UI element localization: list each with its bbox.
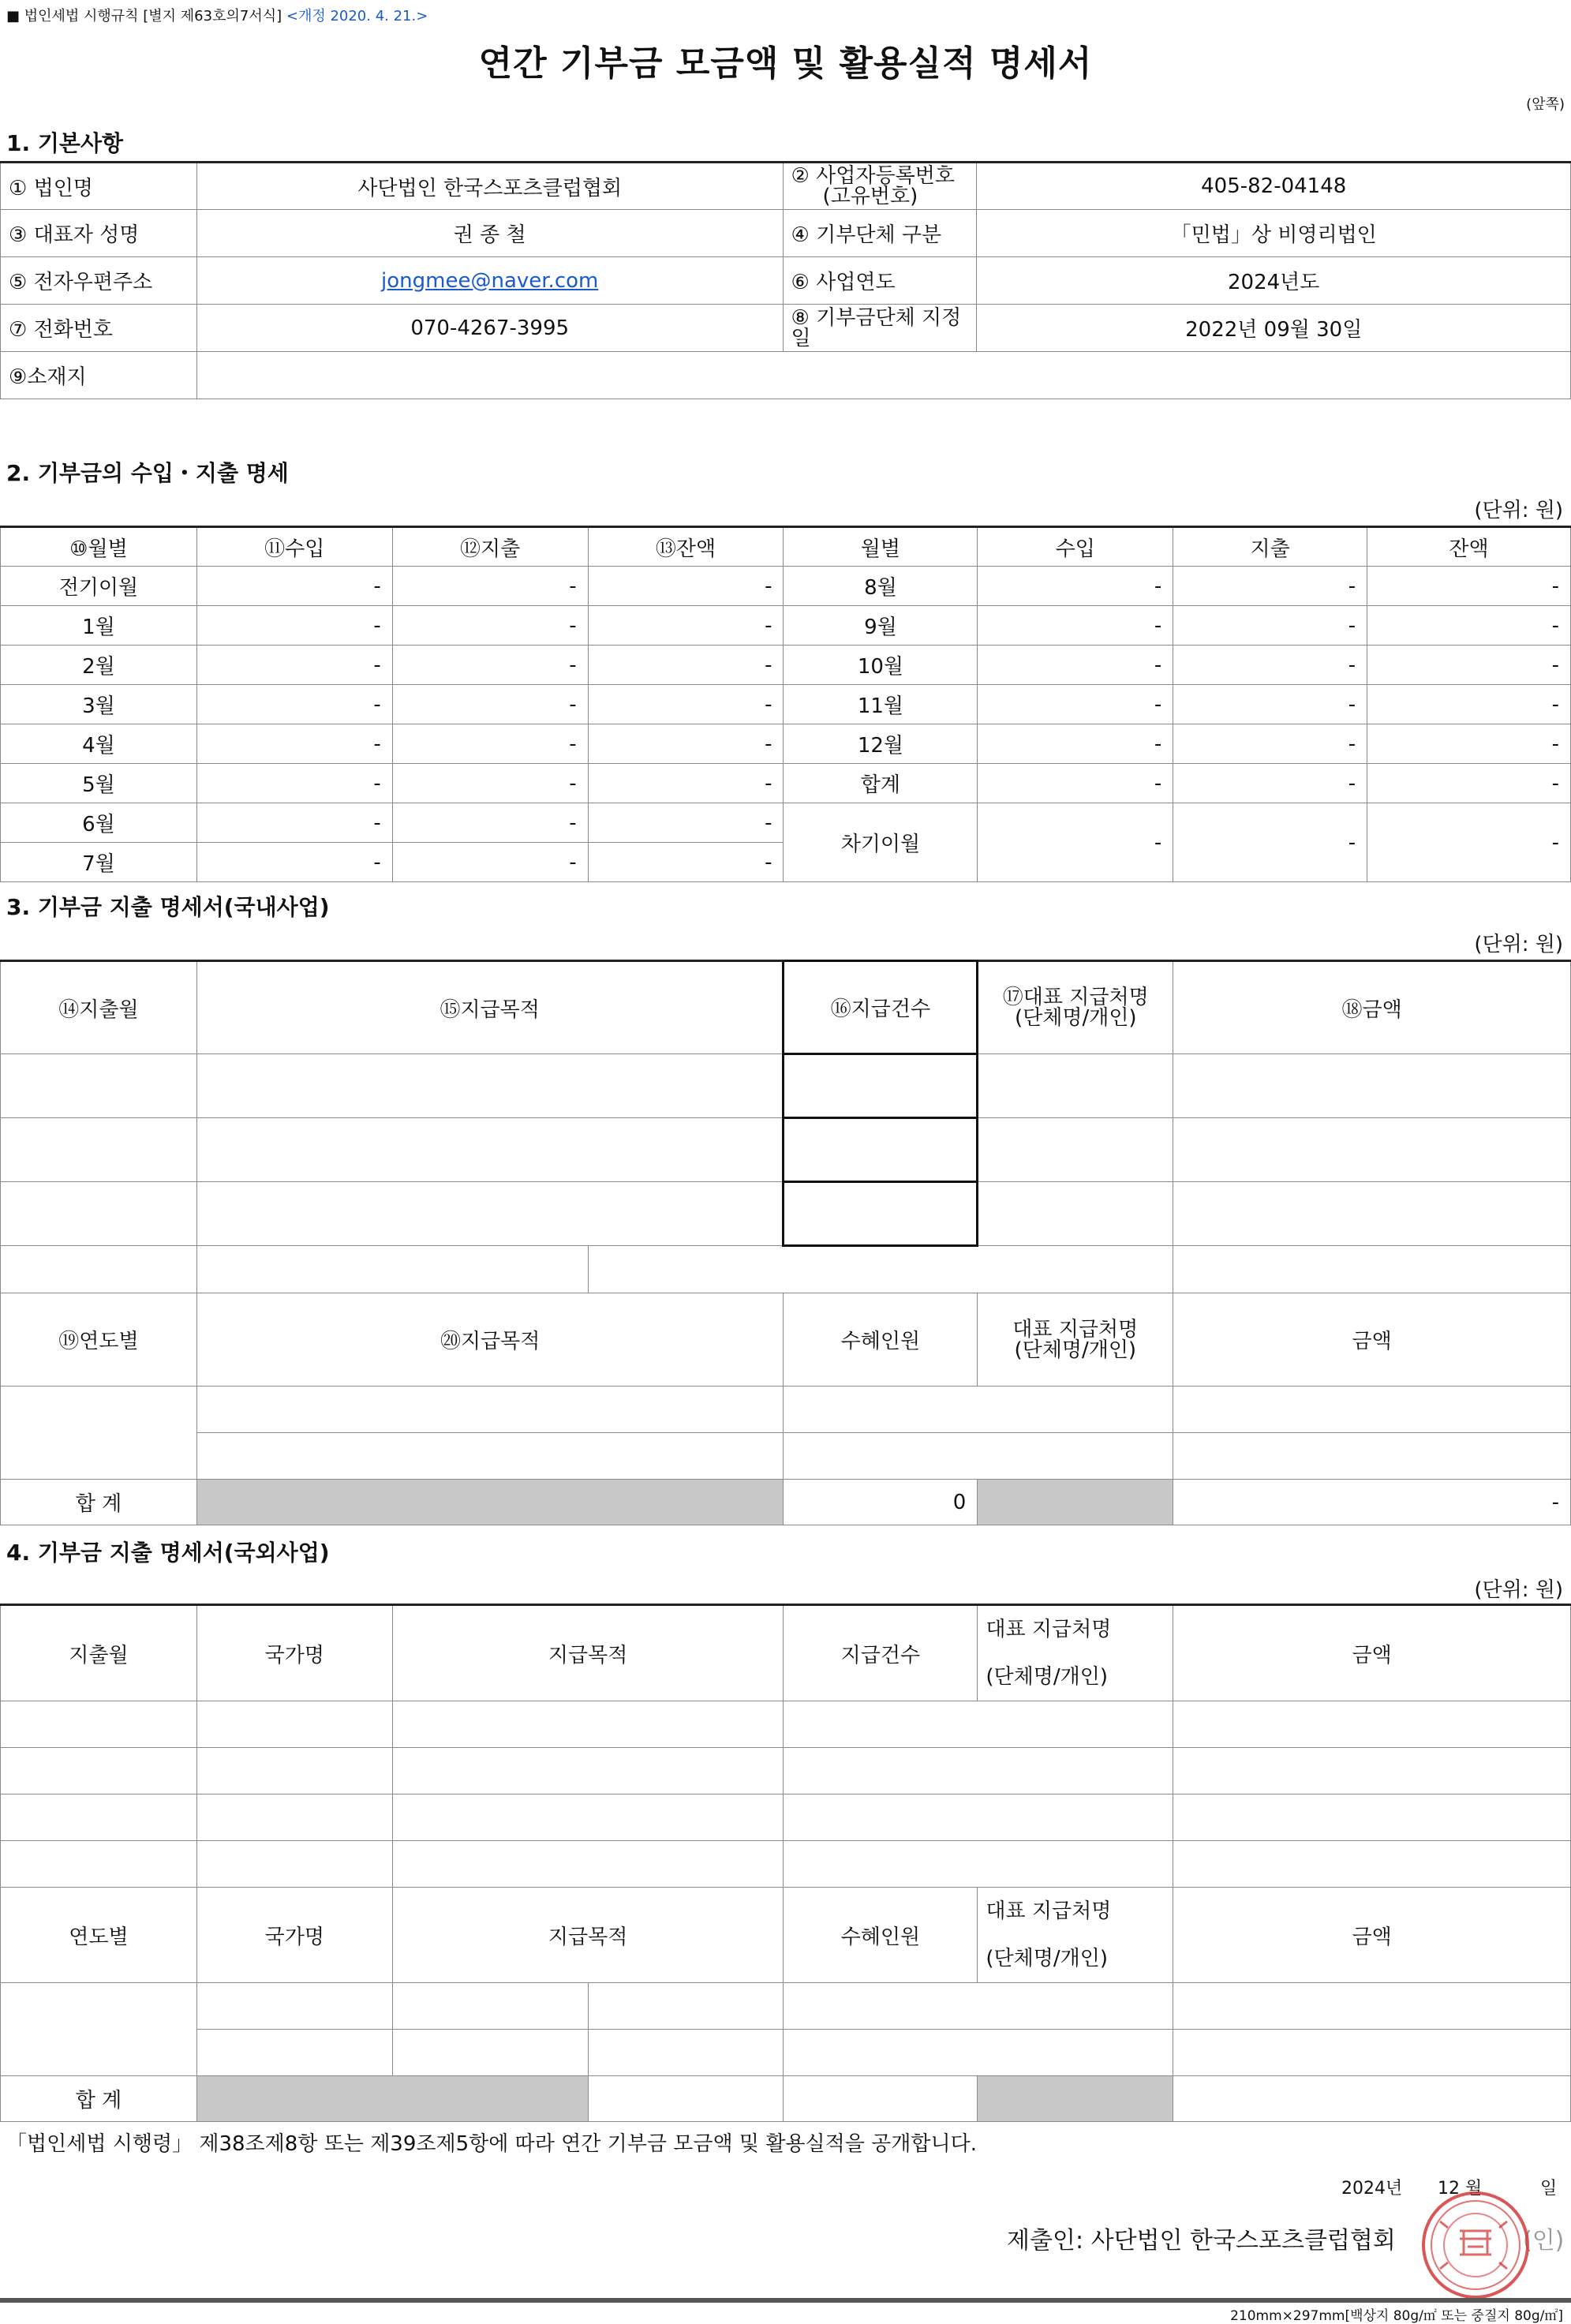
ie-header: ⑬잔액	[588, 527, 784, 567]
value-fiscal-year: 2024년도	[977, 257, 1571, 305]
ie-balance: -	[588, 843, 784, 882]
ie-income: -	[978, 646, 1173, 685]
date-year: 2024년	[1341, 2179, 1403, 2199]
dom-cell	[1, 1387, 197, 1480]
label-fiscal-year: ⑥ 사업연도	[783, 257, 977, 305]
ovs-cell	[588, 1983, 784, 2030]
ie-expense: -	[392, 685, 588, 724]
value-designation: 2022년 09월 30일	[977, 305, 1571, 352]
ovs-cell	[1173, 2030, 1571, 2076]
section4-heading: 4. 기부금 지출 명세서(국외사업)	[6, 1540, 330, 1566]
ie-income: -	[978, 685, 1173, 724]
ovs-cell	[588, 2076, 784, 2122]
section1-heading: 1. 기본사항	[6, 130, 124, 156]
ie-expense: -	[392, 803, 588, 843]
dom-total-count: 0	[784, 1480, 978, 1525]
date-day: 일	[1540, 2179, 1558, 2199]
ovs-cell	[1173, 1841, 1571, 1888]
ie-header: ⑪수입	[196, 527, 392, 567]
ie-income: -	[196, 606, 392, 646]
ovs-cell	[392, 1701, 784, 1748]
ie-expense: -	[392, 606, 588, 646]
ie-header: ⑩월별	[1, 527, 197, 567]
ie-expense: -	[392, 843, 588, 882]
dom-cell	[978, 1054, 1173, 1118]
ovs-h-amount: 금액	[1173, 1605, 1571, 1701]
domestic-expense-table	[0, 960, 1571, 1525]
value-address	[196, 352, 1570, 399]
table-row	[1, 1387, 1571, 1433]
table-row	[1, 606, 1571, 646]
ie-month: 8월	[784, 567, 978, 606]
ie-income: -	[196, 724, 392, 764]
table-row	[1, 1794, 1571, 1841]
ie-income: -	[196, 567, 392, 606]
ovs-h-month: 지출월	[1, 1605, 197, 1701]
dom-cell	[784, 1182, 978, 1246]
ovs-cell	[1, 1983, 197, 2076]
dom-cell	[978, 1182, 1173, 1246]
ovs-h-amount2: 금액	[1173, 1888, 1571, 1983]
ovs-cell	[1173, 1748, 1571, 1794]
dom-cell	[196, 1246, 588, 1293]
ovs-cell	[1173, 2076, 1571, 2122]
section3-unit: (단위: 원)	[1474, 933, 1563, 956]
table-row	[1, 685, 1571, 724]
ovs-cell	[196, 1748, 392, 1794]
seal-suffix: (인)	[1523, 2227, 1565, 2255]
section3-heading: 3. 기부금 지출 명세서(국내사업)	[6, 894, 330, 920]
ie-month: 10월	[784, 646, 978, 685]
dom-cell	[196, 1182, 784, 1246]
label-biz-no: ② 사업자등록번호 (고유번호)	[783, 163, 977, 210]
table-row	[1, 1054, 1571, 1118]
ie-expense: -	[1173, 803, 1367, 882]
submitter: 제출인: 사단법인 한국스포츠클럽협회	[1007, 2227, 1396, 2255]
ie-income: -	[978, 724, 1173, 764]
ie-month: 합계	[784, 764, 978, 803]
label-corp-name: ① 법인명	[1, 163, 197, 210]
dom-h-amount: ⑱금액	[1173, 961, 1571, 1054]
dom-total-shaded	[196, 1480, 784, 1525]
dom-cell	[784, 1054, 978, 1118]
dom-total-amount: -	[1173, 1480, 1571, 1525]
ie-month: 6월	[1, 803, 197, 843]
ie-expense: -	[1173, 606, 1367, 646]
ie-balance: -	[1367, 567, 1571, 606]
ie-balance: -	[588, 803, 784, 843]
ovs-cell	[1173, 1701, 1571, 1748]
section4-unit: (단위: 원)	[1474, 1578, 1563, 1602]
ovs-total-shaded	[978, 2076, 1173, 2122]
ovs-total-label: 합 계	[1, 2076, 197, 2122]
ovs-cell	[784, 1701, 1173, 1748]
label-address: ⑨소재지	[1, 352, 197, 399]
value-corp-name: 사단법인 한국스포츠클럽협회	[196, 163, 783, 210]
ovs-cell	[196, 1701, 392, 1748]
ie-month: 2월	[1, 646, 197, 685]
dom-h-beneficiaries: 수혜인원	[784, 1293, 978, 1387]
ie-balance: -	[588, 685, 784, 724]
ie-month: 12월	[784, 724, 978, 764]
ie-header: 월별	[784, 527, 978, 567]
dom-total-label: 합 계	[1, 1480, 197, 1525]
dom-cell	[1173, 1054, 1571, 1118]
ie-expense: -	[392, 764, 588, 803]
ovs-cell	[392, 1841, 784, 1888]
table-row	[1, 2030, 1571, 2076]
ovs-cell	[588, 2030, 784, 2076]
ie-header: 잔액	[1367, 527, 1571, 567]
ovs-cell	[784, 1841, 1173, 1888]
ie-income: -	[978, 764, 1173, 803]
label-rep: ③ 대표자 성명	[1, 210, 197, 257]
ovs-cell	[1, 1841, 197, 1888]
ie-month: 11월	[784, 685, 978, 724]
ie-month: 전기이월	[1, 567, 197, 606]
table-row	[1, 1182, 1571, 1246]
front-marker: (앞쪽)	[1526, 96, 1565, 113]
table-row	[1, 1433, 1571, 1480]
ie-income: -	[196, 843, 392, 882]
dom-cell	[196, 1433, 784, 1480]
table-row	[1, 1118, 1571, 1182]
ie-header-row	[1, 527, 1571, 567]
ovs-cell	[784, 2030, 1173, 2076]
ie-month: 4월	[1, 724, 197, 764]
ovs-cell	[196, 2030, 392, 2076]
dom-cell	[784, 1118, 978, 1182]
ovs-h-count: 지급건수	[784, 1605, 978, 1701]
ovs-cell	[1173, 1794, 1571, 1841]
bottom-rule	[0, 2298, 1571, 2303]
legal-statement: 「법인세법 시행령」 제38조제8항 또는 제39조제5항에 따라 연간 기부금 모금액 및 활용실적을 공개합니다.	[6, 2132, 977, 2156]
dom-total-shaded	[978, 1480, 1173, 1525]
section2-unit: (단위: 원)	[1474, 499, 1563, 522]
ie-income: -	[196, 685, 392, 724]
ovs-cell	[392, 1794, 784, 1841]
value-rep: 권 종 철	[196, 210, 783, 257]
value-biz-no: 405-82-04148	[977, 163, 1571, 210]
dom-cell	[1, 1054, 197, 1118]
ie-balance: -	[588, 567, 784, 606]
value-email-cell	[196, 257, 783, 305]
ie-balance: -	[1367, 764, 1571, 803]
ie-month: 1월	[1, 606, 197, 646]
dom-cell	[588, 1246, 1173, 1293]
ie-expense: -	[392, 646, 588, 685]
ie-income: -	[196, 764, 392, 803]
dom-cell	[1, 1182, 197, 1246]
table-row	[1, 1748, 1571, 1794]
date-month: 12 월	[1438, 2179, 1483, 2199]
ovs-cell	[784, 1794, 1173, 1841]
ovs-h-purpose2: 지급목적	[392, 1888, 784, 1983]
ie-balance: -	[588, 724, 784, 764]
ie-balance: -	[1367, 685, 1571, 724]
page-title: 연간 기부금 모금액 및 활용실적 명세서	[478, 43, 1093, 84]
dom-cell	[784, 1387, 1173, 1433]
ie-expense: -	[1173, 724, 1367, 764]
dom-cell	[978, 1118, 1173, 1182]
ie-balance: -	[1367, 606, 1571, 646]
ie-month: 5월	[1, 764, 197, 803]
section2-heading: 2. 기부금의 수입・지출 명세	[6, 460, 289, 486]
value-phone: 070-4267-3995	[196, 305, 783, 352]
ovs-h-purpose: 지급목적	[392, 1605, 784, 1701]
dom-cell	[1173, 1433, 1571, 1480]
income-expense-table	[0, 526, 1571, 882]
ovs-cell	[1173, 1983, 1571, 2030]
ie-expense: -	[392, 567, 588, 606]
label-email: ⑤ 전자우편주소	[1, 257, 197, 305]
ie-income: -	[978, 803, 1173, 882]
table-row	[1, 1983, 1571, 2030]
dom-cell	[196, 1387, 784, 1433]
dom-h-year: ⑲연도별	[1, 1293, 197, 1387]
official-seal-icon	[1405, 2190, 1547, 2300]
dom-h-count: ⑯지급건수	[784, 961, 978, 1054]
ovs-h-country2: 국가명	[196, 1888, 392, 1983]
table-row	[1, 1701, 1571, 1748]
value-donor-type: 「민법」상 비영리법인	[977, 210, 1571, 257]
dom-cell	[1173, 1387, 1571, 1433]
revision-note: <개정 2020. 4. 21.>	[286, 8, 428, 24]
table-row	[1, 567, 1571, 606]
ie-month: 3월	[1, 685, 197, 724]
ovs-h-beneficiaries: 수혜인원	[784, 1888, 978, 1983]
dom-cell	[196, 1118, 784, 1182]
ie-expense: -	[1173, 764, 1367, 803]
dom-h-month: ⑭지출월	[1, 961, 197, 1054]
label-designation: ⑧ 기부금단체 지정 일	[783, 305, 977, 352]
ie-month: 차기이월	[784, 803, 978, 882]
ie-balance: -	[588, 764, 784, 803]
dom-h-purpose: ⑮지급목적	[196, 961, 784, 1054]
dom-h-purpose2: ⑳지급목적	[196, 1293, 784, 1387]
ie-header: ⑫지출	[392, 527, 588, 567]
ie-balance: -	[1367, 724, 1571, 764]
table-row	[1, 803, 1571, 843]
dom-h-recipient: ⑰대표 지급처명 (단체명/개인)	[978, 961, 1173, 1054]
ovs-h-recipient: 대표 지급처명 (단체명/개인)	[978, 1605, 1173, 1701]
ovs-h-year: 연도별	[1, 1888, 197, 1983]
table-row	[1, 764, 1571, 803]
ie-income: -	[196, 803, 392, 843]
ovs-h-recipient2: 대표 지급처명 (단체명/개인)	[978, 1888, 1173, 1983]
ovs-cell	[196, 1794, 392, 1841]
dom-cell	[1, 1246, 197, 1293]
ie-balance: -	[1367, 803, 1571, 882]
ie-header: 지출	[1173, 527, 1367, 567]
ovs-cell	[784, 2076, 978, 2122]
ie-month: 9월	[784, 606, 978, 646]
total-row	[1, 2076, 1571, 2122]
ovs-cell	[784, 1748, 1173, 1794]
label-phone: ⑦ 전화번호	[1, 305, 197, 352]
dom-cell	[196, 1054, 784, 1118]
dom-cell	[1173, 1118, 1571, 1182]
ie-balance: -	[588, 606, 784, 646]
ovs-total-shaded	[196, 2076, 588, 2122]
ovs-cell	[1, 1701, 197, 1748]
ovs-cell	[1, 1748, 197, 1794]
table-row	[1, 724, 1571, 764]
ie-income: -	[978, 606, 1173, 646]
email-link[interactable]: jongmee@naver.com	[381, 268, 599, 293]
law-reference: ■ 법인세법 시행규칙 [별지 제63호의7서식] <개정 2020. 4. 21.>	[6, 8, 428, 24]
ie-expense: -	[1173, 567, 1367, 606]
ovs-cell	[392, 1983, 588, 2030]
dom-h-recipient2: 대표 지급처명 (단체명/개인)	[978, 1293, 1173, 1387]
paper-spec: 210mm×297mm[백상지 80g/㎡ 또는 중질지 80g/㎡]	[1230, 2308, 1563, 2324]
label-donor-type: ④ 기부단체 구분	[783, 210, 977, 257]
ovs-cell	[196, 1841, 392, 1888]
dom-cell	[1173, 1246, 1571, 1293]
basic-info-table	[0, 161, 1571, 399]
ie-expense: -	[1173, 646, 1367, 685]
table-row	[1, 1841, 1571, 1888]
ie-balance: -	[588, 646, 784, 685]
dom-cell	[784, 1433, 1173, 1480]
dom-cell	[1173, 1182, 1571, 1246]
ie-income: -	[978, 567, 1173, 606]
ovs-cell	[196, 1983, 392, 2030]
total-row	[1, 1480, 1571, 1525]
ie-income: -	[196, 646, 392, 685]
dom-cell	[1, 1118, 197, 1182]
ovs-cell	[1, 1794, 197, 1841]
ie-expense: -	[1173, 685, 1367, 724]
dom-h-amount2: 금액	[1173, 1293, 1571, 1387]
table-row	[1, 646, 1571, 685]
ie-balance: -	[1367, 646, 1571, 685]
ovs-cell	[392, 1748, 784, 1794]
ovs-cell	[784, 1983, 1173, 2030]
ie-expense: -	[392, 724, 588, 764]
ie-header: 수입	[978, 527, 1173, 567]
overseas-expense-table	[0, 1604, 1571, 2122]
ovs-cell	[392, 2030, 588, 2076]
table-row	[1, 1246, 1571, 1293]
ovs-h-country: 국가명	[196, 1605, 392, 1701]
ie-month: 7월	[1, 843, 197, 882]
